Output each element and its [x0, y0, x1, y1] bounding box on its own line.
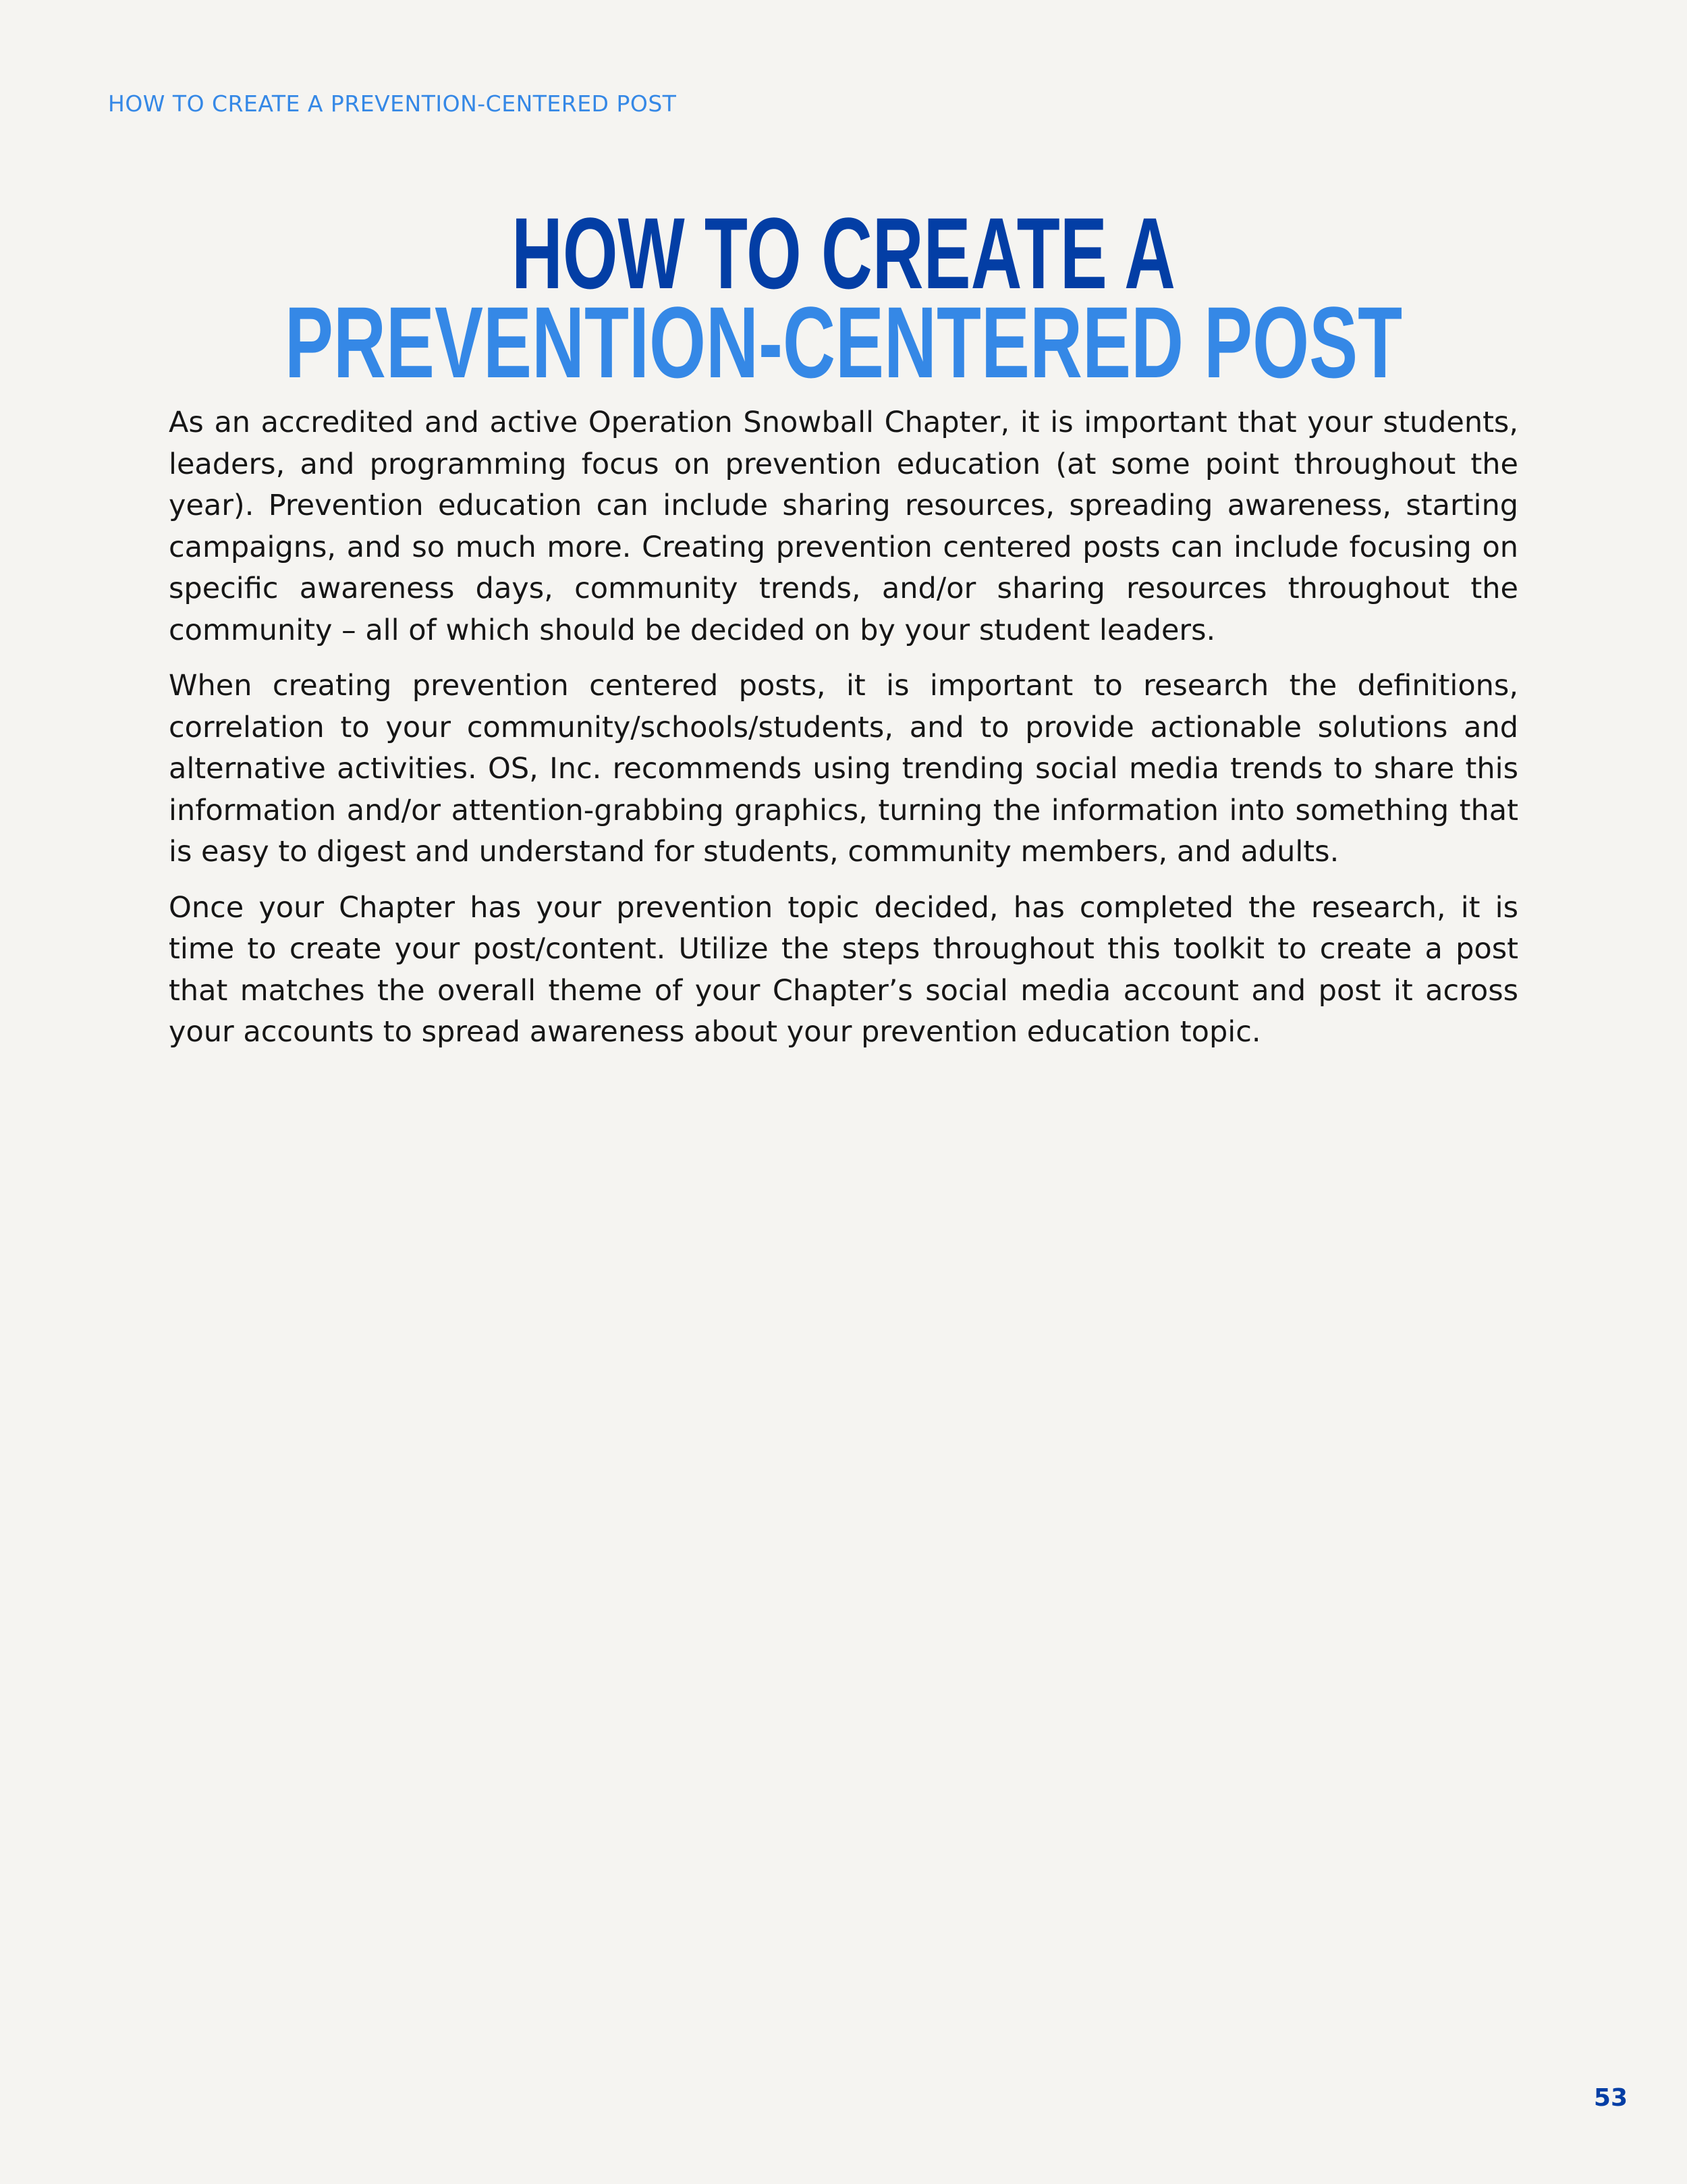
body-paragraph-3: Once your Chapter has your prevention topic decided, has completed the research, it is time to create your post/content. Utilize the steps throughout this toolkit to create a post that matches the overall theme of your Chapter’s social media account and post it across your accounts to spread awareness about your prevention education topic. — [169, 890, 1518, 1049]
page-title — [0, 196, 1687, 399]
body-paragraph-2: When creating prevention centered posts, it is important to research the definitions, correlation to your community/schools/students, and to provide actionable solutions and alternative activities. OS, Inc. recommends using trending social media trends to share this information and/or attention-grabbing graphics, turning the information into something that is easy to digest and understand for students, community members, and adults. — [169, 669, 1518, 869]
body-paragraph-1: As an accredited and active Operation Snowball Chapter, it is important that your students, leaders, and programming focus on prevention education (at some point throughout the year). Prevention education can include sharing resources, spreading awareness, starting campaigns, and so much more. Creating prevention centered posts can include focusing on specific awareness days, community trends, and/or sharing resources throughout the community – all of which should be decided on by your student leaders. — [169, 406, 1518, 647]
page-number: 53 — [1593, 2084, 1628, 2112]
page-title-line-2: PREVENTION-CENTERED POST — [284, 285, 1403, 399]
page-title-line-1: HOW TO CREATE A — [511, 196, 1176, 310]
running-header: HOW TO CREATE A PREVENTION-CENTERED POST — [108, 90, 677, 117]
body-text — [169, 402, 1518, 1068]
